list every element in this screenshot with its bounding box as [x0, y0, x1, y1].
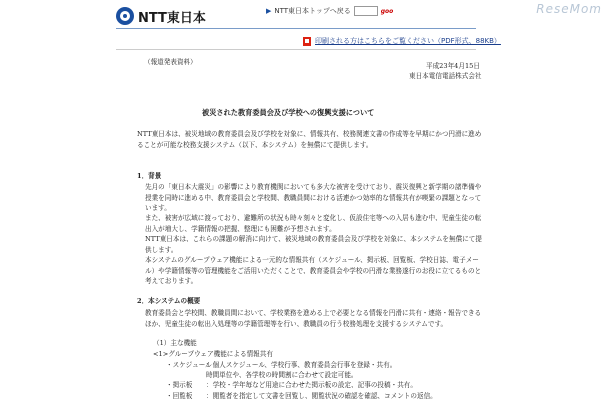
watermark-logo: ReseMom	[536, 2, 602, 16]
function-name: ・回覧板	[166, 392, 193, 400]
list-item	[206, 370, 358, 381]
list-heading-main-functions: （1）主な機能	[153, 339, 197, 347]
background-paragraph-3: NTT東日本は、これらの課題の解消に向けて、被災地域の教育委員会及び学校を対象に、本システムを無償にて提供します。	[145, 235, 482, 254]
ntt-east-logo[interactable]	[116, 6, 206, 26]
function-name: ・スケジュール	[166, 361, 212, 369]
press-release-label: （報道発表資料）	[144, 58, 197, 66]
list-item	[166, 380, 417, 391]
background-paragraph-4: 本システムのグループウェア機能による一元的な情報共有（スケジュール、掲示板、回覧板、学校日誌、電子メール）や学籍情報等の管理機能をご活用いただくことで、教育委員会や学校の円滑な業務遂行のお役に立てるものと考えております。	[145, 256, 482, 285]
header-divider	[116, 28, 476, 29]
section-heading-overview: 2．本システムの概要	[137, 297, 201, 305]
intro-paragraph: NTT東日本は、被災地域の教育委員会及び学校を対象に、情報共有、校務関連文書の作成等を早期にかつ円滑に進めることが可能な校務支援システム（以下、本システム）を無償にて提供します。	[137, 130, 482, 149]
print-pdf-text[interactable]: 印刷される方はこちらをご覧ください（PDF形式、88KB）	[315, 37, 501, 45]
arrow-right-icon: ▶	[266, 7, 272, 15]
function-desc: 時間単位や、各学校の時間割に合わせて設定可能。	[206, 371, 358, 379]
pdf-icon	[303, 37, 311, 46]
top-nav	[266, 6, 393, 16]
overview-paragraph: 教育委員会と学校間、教職員間において、学校業務を進める上で必要となる情報を円滑に共有・連絡・報告できるほか、児童生徒の転出入処理等の学籍管理等を行い、教職員の行う校務処理を支援するシステムです。	[145, 309, 482, 328]
function-name: ・掲示板	[166, 381, 193, 389]
list-subheading-groupware: <1>グループウェア機能による情報共有	[153, 350, 273, 358]
function-desc: ：学校・学年毎など用途に合わせた掲示板の設定、記事の投稿・共有。	[206, 381, 417, 389]
list-item	[166, 360, 396, 371]
company-name: 東日本電信電話株式会社	[409, 72, 482, 80]
section-heading-background: 1．背景	[137, 172, 162, 180]
logo-text: NTT東日本	[138, 10, 206, 26]
function-desc: ：閲覧者を指定して文書を回覧し、閲覧状況の確認を確認、コメントの返信。	[206, 392, 437, 400]
background-paragraph-1: 先月の「東日本大震災」の影響により教育機関においても多大な被害を受けており、震災復興と新学期の諸準備や授業を同時に進める中、教育委員会と学校間、教職員間における活連かつ効率的な情報共有が喫緊の課題となっています。	[145, 183, 482, 212]
search-input[interactable]	[354, 6, 378, 16]
background-paragraph-2: また、被害が広域に渡っており、避難所の状況も時々刻々と変化し、仮設住宅等への入居も進む中、児童生徒の転出入が増大し、学籍情報の把握、整理にも困難が予想されます。	[145, 214, 482, 233]
print-divider	[116, 49, 476, 50]
ntt-logo-mark-icon	[116, 7, 134, 25]
back-to-top-link[interactable]: NTT東日本トップへ戻る	[274, 7, 351, 15]
function-desc: ：個人スケジュール、学校行事、教育委員会行事を登録・共有。	[206, 361, 397, 369]
print-pdf-link[interactable]	[303, 36, 501, 46]
page-title: 被災された教育委員会及び学校への復興支援について	[202, 108, 375, 117]
goo-search-button[interactable]: goo	[380, 7, 394, 15]
release-date: 平成23年4月15日	[426, 62, 480, 70]
